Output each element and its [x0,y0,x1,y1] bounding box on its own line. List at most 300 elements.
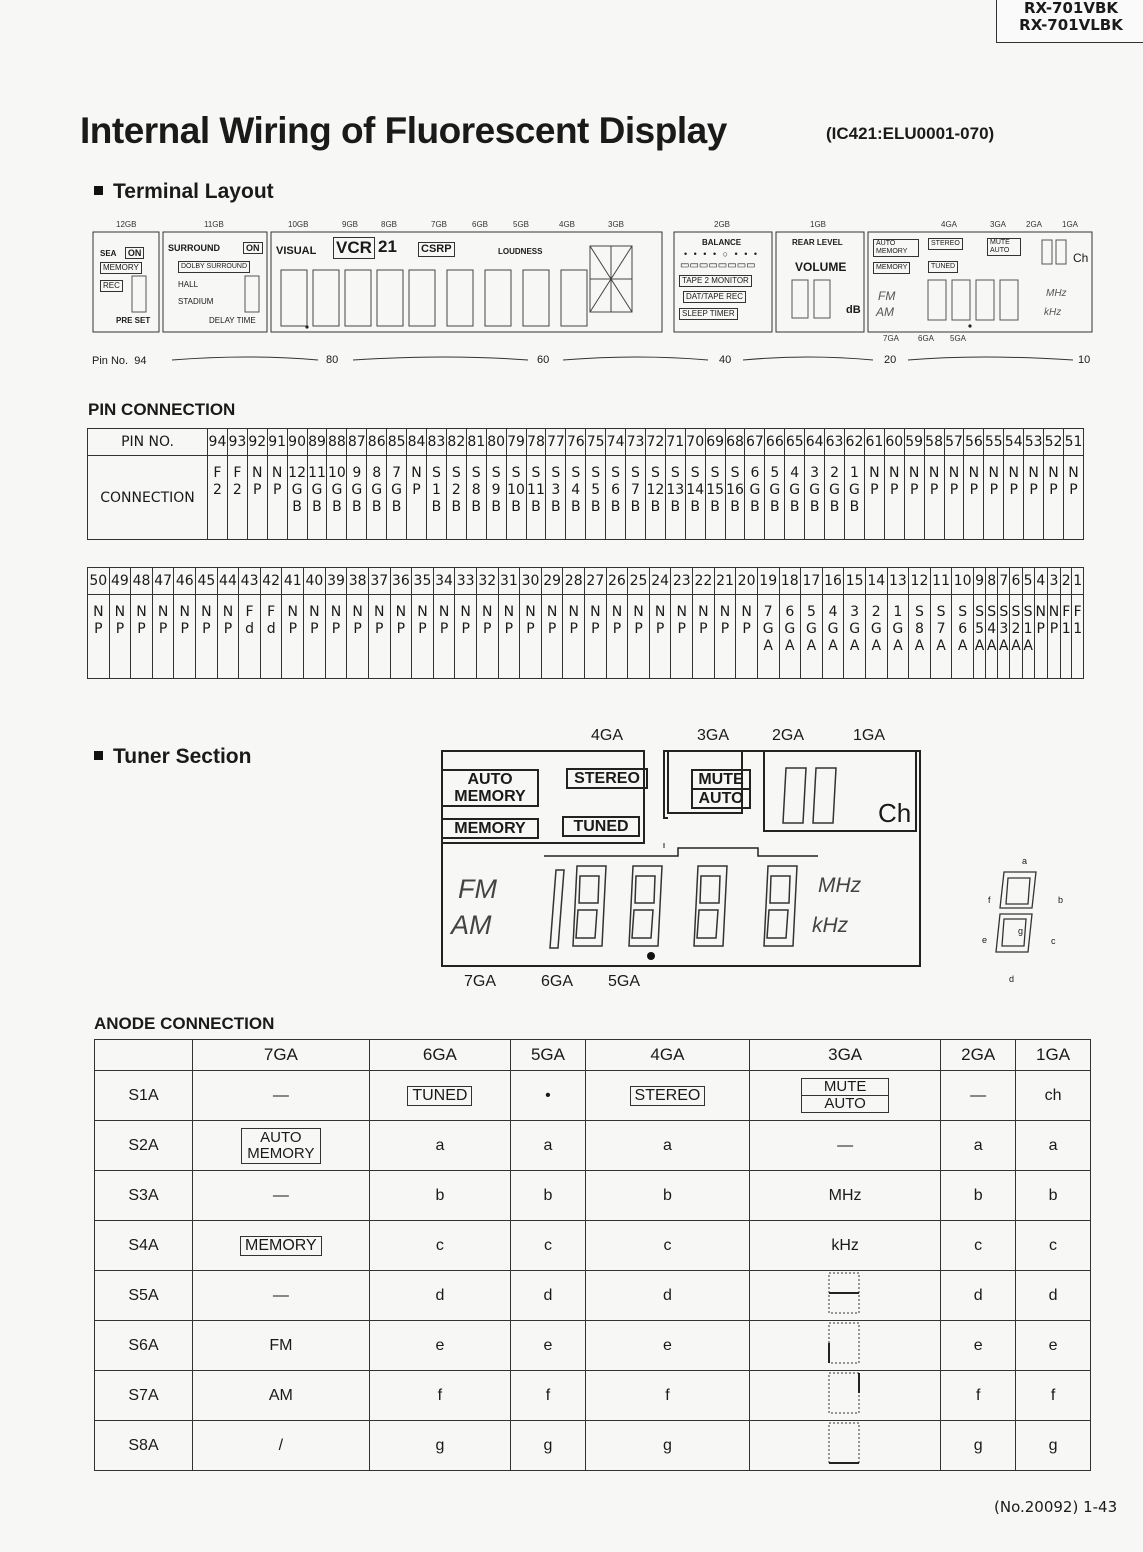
row-label-connection: CONNECTION [88,456,208,540]
conn-line: G [892,621,904,637]
anode-col-header: 5GA [511,1040,586,1071]
conn-line [455,638,476,655]
grid-label-bottom: 6GA [918,334,935,343]
conn-line [174,638,195,655]
conn-line [499,638,520,655]
conn-line: G [784,621,796,637]
grid-label: 12GB [116,220,137,229]
conn-line: P [591,621,600,637]
pin-number-cell: 22 [693,568,715,595]
page-title: Internal Wiring of Fluorescent Display [80,110,727,151]
pin-number-cell: 70 [685,429,705,456]
pin-connection-cell [152,595,174,679]
conn-line: 5 [975,621,985,637]
conn-line: B [610,499,621,515]
balance-bars: ▭▭▭▭▭▭▭▭ [680,260,756,271]
pin-connection-cell [685,456,705,540]
pin-number-cell: 64 [805,429,825,456]
ind-dolby: DOLBY SURROUND [178,261,250,273]
grid-label-bottom: 5GA [950,334,967,343]
seg-e-icon [825,1321,865,1365]
pin-connection-cell [904,456,924,540]
conn-line: B [551,499,561,515]
pin-connection-cell [606,595,628,679]
grid-label: 3GB [608,220,625,229]
model-line-1: RX-701VBK [1023,0,1119,17]
conn-line: N [417,604,428,620]
conn-line: N [395,604,407,620]
conn-line: S [710,465,720,481]
conn-line: 5 [591,482,601,498]
conn-line: A [893,638,903,654]
conn-line [248,499,267,516]
grid-label: 9GB [342,220,359,229]
conn-line: G [829,482,840,498]
conn-line: N [373,604,385,620]
anode-cell: f [369,1371,510,1421]
pin-connection-cell [1061,595,1072,679]
conn-line: A [986,638,997,654]
grid-label: 11GB [204,220,224,229]
pin-connection-cell [387,456,407,540]
anode-row [95,1071,1091,1121]
ind-memory: MEMORY [100,262,142,274]
conn-line: A [828,638,838,654]
conn-line: B [531,499,541,515]
conn-line [208,499,227,516]
anode-cell: c [369,1221,510,1271]
pin-number-cell: 52 [1044,429,1064,456]
conn-line: N [482,604,493,620]
pin-connection-cell [109,595,131,679]
pin-connection-cell [924,456,944,540]
pin-number-cell: 75 [586,429,606,456]
pin-connection-cell [628,595,650,679]
conn-line [304,638,325,655]
conn-line: A [999,638,1009,654]
conn-line: S [551,465,561,481]
pin-connection-cell [805,456,825,540]
anode-row [95,1121,1091,1171]
anode-boxed-label [241,1128,320,1164]
conn-line: S [491,465,501,481]
conn-line: G [749,482,761,498]
conn-line: P [890,482,899,498]
conn-line: B [829,499,840,515]
conn-line: P [115,621,125,637]
pin-table-1 [87,428,1084,540]
conn-line: P [331,621,341,637]
pin-number-cell: 68 [725,429,745,456]
conn-line: N [136,604,147,620]
conn-line: 5 [770,465,780,481]
anode-cell: a [585,1121,749,1171]
anode-cell [750,1421,941,1471]
ind-mute-auto: MUTE AUTO [987,238,1021,256]
tuner-tuned: TUNED [562,816,640,837]
anode-cell: kHz [750,1221,941,1271]
anode-cell: AM [193,1371,370,1421]
pin-number-cell: 74 [606,429,626,456]
conn-line: G [371,482,383,498]
pin-number-cell: 21 [714,568,736,595]
pin-number-cell: 67 [745,429,765,456]
conn-line: A [763,638,773,654]
pin-connection-cell [864,456,884,540]
pin-scale-label: Pin No. 94 [92,355,147,367]
anode-cell: g [941,1421,1016,1471]
anode-row [95,1421,1091,1471]
seg-label-e: e [982,935,988,945]
conn-line: S [571,465,581,481]
conn-line: P [396,621,406,637]
ind-db: dB [846,304,861,316]
conn-line: P [310,621,319,637]
conn-line [261,638,282,655]
conn-line [1048,638,1060,655]
anode-cell: f [585,1371,749,1421]
pin-number-cell: 10 [952,568,974,595]
anode-row [95,1371,1091,1421]
conn-line: 4 [828,604,838,620]
ind-am: AM [876,305,894,319]
pin-number-cell: 24 [649,568,671,595]
tuner-auto-memory: AUTO MEMORY [441,769,539,807]
tuner-section-heading: Tuner Section [94,745,251,769]
conn-line: 1 [1061,621,1071,637]
anode-boxed-label: TUNED [407,1086,472,1106]
conn-line [905,499,924,516]
conn-line: S [730,465,740,481]
ind-rear: REAR LEVEL [792,238,843,247]
pin-connection-cell [455,595,477,679]
seg-g-icon [825,1421,865,1465]
conn-line: 2 [232,482,242,498]
conn-line: G [311,482,323,498]
pin-connection-cell [887,595,909,679]
grid-label: 2GA [1026,220,1043,229]
conn-line: 10 [327,465,346,481]
conn-line [218,638,239,655]
conn-line: P [288,621,298,637]
conn-line: N [908,465,920,481]
pin-number-cell: 51 [1063,429,1083,456]
pin-number-cell: 73 [626,429,646,456]
conn-line: N [611,604,623,620]
conn-line: P [929,482,939,498]
conn-line: 6 [611,482,621,498]
pin-number-cell: 27 [585,568,607,595]
conn-line: 14 [686,482,705,498]
anode-row [95,1271,1091,1321]
pin-connection-cell [131,595,153,679]
conn-line [1004,499,1023,516]
pin-connection-cell [693,595,715,679]
conn-line: N [869,465,880,481]
pin-number-cell: 44 [217,568,239,595]
conn-line: 1 [893,604,903,620]
pin-scale-line [168,352,1091,366]
conn-line [88,638,109,655]
ind-tuned: TUNED [928,261,958,273]
conn-line: N [590,604,601,620]
conn-line: G [809,482,821,498]
ind-visual: VISUAL [276,245,317,257]
anode-cell: a [511,1121,586,1171]
pin-number-cell: 78 [526,429,546,456]
pin-number-cell: 65 [785,429,805,456]
pin-connection-cell [426,456,446,540]
conn-line: S [975,604,984,620]
pin-connection-cell [964,456,984,540]
pin-number-cell: 79 [506,429,526,456]
pin-number-cell: 30 [520,568,542,595]
conn-line: G [291,482,303,498]
conn-line: A [1011,638,1021,654]
pin-connection-heading: PIN CONNECTION [88,400,236,419]
pin-number-cell: 2 [1061,568,1072,595]
conn-line: P [94,621,103,637]
pin-connection-cell [1022,595,1034,679]
conn-line: B [750,499,760,515]
grid-label: 1GB [810,220,827,229]
conn-line: B [391,499,402,515]
pin-connection-cell [884,456,904,540]
anode-cell: FM [193,1321,370,1371]
conn-line [1035,638,1047,655]
box-line-2: AUTO [824,1095,866,1112]
conn-line: B [590,499,601,515]
grid-label: 10GB [288,220,309,229]
conn-line: 12 [646,482,665,498]
seg-label-c: c [1051,936,1056,946]
grid-label: 5GB [513,220,530,229]
pin-number-cell: 26 [606,568,628,595]
pin-connection-cell [347,456,367,540]
conn-line: 16 [726,482,744,498]
anode-col-header: 1GA [1016,1040,1091,1071]
conn-line [477,638,498,655]
pin-connection-cell [407,456,427,540]
anode-cell: g [511,1421,586,1471]
conn-line: 9 [352,465,362,481]
pin-connection-cell [1034,595,1047,679]
conn-line: N [698,604,709,620]
tuner-mute-auto: MUTE AUTO [691,769,751,809]
pin-connection-cell [563,595,585,679]
ind-mhz: MHz [1046,288,1067,299]
conn-line [945,499,964,516]
pin-connection-cell [1047,595,1060,679]
conn-line: S [1011,604,1021,620]
pin-number-cell: 19 [757,568,779,595]
conn-line: P [353,621,362,637]
conn-line: B [849,499,860,515]
anode-cell: e [511,1321,586,1371]
pin-number-cell: 45 [196,568,218,595]
conn-line: S [999,604,1009,620]
conn-line: N [222,604,234,620]
anode-boxed-label: MEMORY [240,1236,322,1256]
pin-connection-cell [506,456,526,540]
pin-connection-cell [526,456,546,540]
page-subtitle: (IC421:ELU0001-070) [826,124,995,143]
conn-line: B [292,499,302,515]
conn-line [1064,499,1083,516]
seg-f-icon [825,1371,865,1415]
conn-line: 3 [850,604,860,620]
conn-line: P [202,621,211,637]
pin-connection-cell [606,456,626,540]
box-line-2: MEMORY [247,1144,315,1162]
pin-connection-cell [466,456,486,540]
pin-number-cell: 83 [426,429,446,456]
tuner-mhz: MHz [818,874,862,897]
conn-line: B [351,499,362,515]
ind-hall: HALL [178,280,199,289]
pin-number-cell: 82 [446,429,466,456]
anode-cell: b [1016,1171,1091,1221]
anode-cell: d [585,1271,749,1321]
anode-cell: c [1016,1221,1091,1271]
pin-number-cell: 46 [174,568,196,595]
conn-line: N [676,604,687,620]
pin-number-cell: 62 [845,429,865,456]
pin-number-cell: 56 [964,429,984,456]
conn-line: P [634,621,643,637]
pin-number-cell: 57 [944,429,964,456]
conn-line: S [690,465,700,481]
pin-number-cell: 38 [347,568,369,595]
conn-line: 6 [958,621,968,637]
anode-cell: MHz [750,1171,941,1221]
anode-cell: / [193,1421,370,1471]
conn-line: 7 [631,482,640,498]
conn-line: G [331,482,343,498]
conn-line: 2 [871,604,881,620]
pin-number-cell: 93 [227,429,247,456]
pin-connection-cell [973,595,985,679]
pin-number-cell: 53 [1024,429,1044,456]
conn-line: P [949,482,959,498]
pin-connection-cell [566,456,586,540]
pin-number-cell: 63 [825,429,845,456]
conn-line: 5 [806,604,816,620]
conn-line [925,499,944,516]
model-line-2: RX-701VLBK [1019,16,1123,34]
conn-line: P [1049,482,1058,498]
conn-line: 8 [372,465,382,481]
conn-line: B [710,499,720,515]
conn-line: B [690,499,700,515]
conn-line: G [351,482,363,498]
pin-number-cell: 36 [390,568,412,595]
conn-line: N [948,465,960,481]
conn-line: F [245,604,254,620]
conn-line [671,638,692,655]
pin-connection-cell [304,595,326,679]
pin-number-cell: 35 [412,568,434,595]
conn-line: N [741,604,752,620]
pin-connection-cell [930,595,952,679]
pin-number-cell: 34 [433,568,455,595]
conn-line: G [789,482,801,498]
tuner-label-3ga: 3GA [697,727,730,744]
pin-connection-cell [825,456,845,540]
conn-line: P [418,621,427,637]
pin-connection-cell [586,456,606,540]
conn-line: P [526,621,535,637]
bullet-icon [94,751,103,760]
pin-number-cell: 17 [801,568,823,595]
pin-connection-cell [227,456,247,540]
pin-connection-cell [327,456,347,540]
conn-line: 9 [491,482,501,498]
conn-line: N [525,604,536,620]
pin-scale-mark: 10 [1078,354,1091,366]
pin-connection-cell [665,456,685,540]
row-label-pin: PIN NO. [88,429,208,456]
conn-line [1061,638,1071,655]
conn-line: P [612,621,622,637]
conn-line: 6 [750,465,760,481]
conn-line: 1 [849,465,859,481]
conn-line: A [974,638,985,654]
anode-cell: a [941,1121,1016,1171]
pin-scale-mark: 80 [326,354,339,366]
conn-line: P [253,482,262,498]
conn-line: A [914,638,925,654]
conn-line: P [547,621,557,637]
conn-line: 11 [308,465,326,481]
pin-number-cell: 92 [247,429,267,456]
conn-line: N [438,604,450,620]
conn-line [110,638,131,655]
seg-d-icon [825,1271,865,1315]
pin-connection-cell [307,456,327,540]
pin-scale-mark: 20 [884,354,897,366]
pin-number-cell: 3 [1047,568,1060,595]
pin-number-cell: 88 [327,429,347,456]
conn-line: N [1008,465,1019,481]
conn-line: 8 [915,621,924,637]
conn-line [736,638,757,655]
box-line-1: AUTO [260,1128,302,1146]
conn-line: F [1062,604,1071,620]
pin-connection-cell [998,595,1010,679]
conn-line: N [988,465,1000,481]
conn-line [407,499,426,516]
conn-line: B [670,499,681,515]
anode-cell: c [941,1221,1016,1271]
anode-cell: f [1016,1371,1091,1421]
conn-line: B [451,499,462,515]
conn-line [964,499,983,516]
anode-row-label: S5A [95,1271,193,1321]
conn-line [607,638,628,655]
conn-line [1044,499,1063,516]
anode-cell: b [941,1171,1016,1221]
ind-tape2: TAPE 2 MONITOR [679,275,752,287]
ind-rec: REC [100,280,123,292]
pin-connection-cell [757,595,779,679]
conn-line: B [511,499,521,515]
anode-cell: a [1016,1121,1091,1171]
pin-number-cell: 25 [628,568,650,595]
conn-line: N [654,604,666,620]
anode-row [95,1171,1091,1221]
conn-line: S [987,604,997,620]
